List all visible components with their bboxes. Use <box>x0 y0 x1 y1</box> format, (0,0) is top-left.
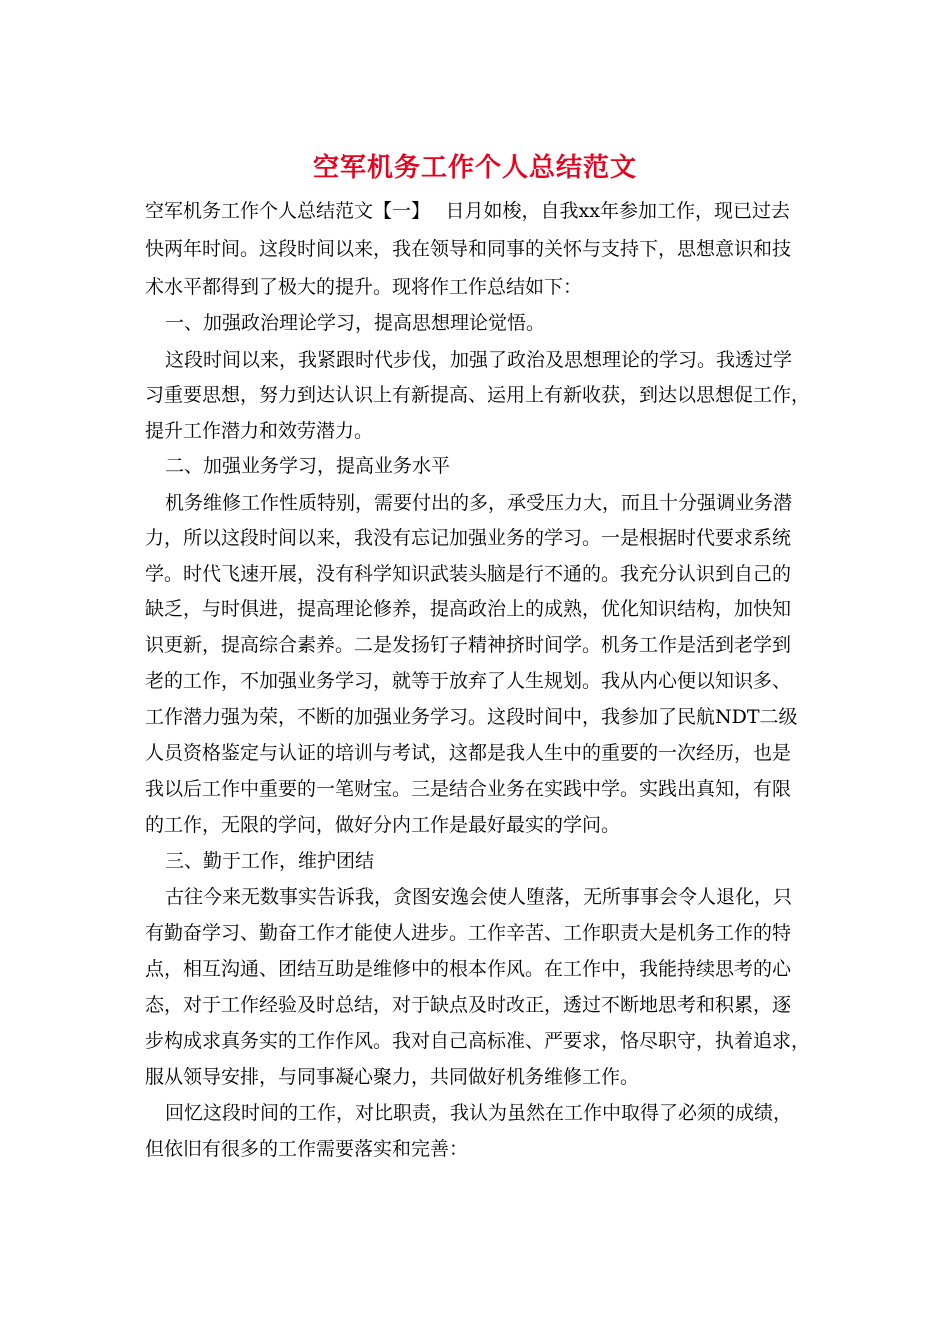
body-line: 学。时代飞速开展，没有科学知识武装头脑是行不通的。我充分认识到自己的 <box>145 563 792 585</box>
body-line: 回忆这段时间的工作，对比职责，我认为虽然在工作中取得了必须的成绩， <box>165 1102 793 1124</box>
body-line: 我以后工作中重要的一笔财宝。三是结合业务在实践中学。实践出真知，有限 <box>145 778 792 800</box>
body-line: 有勤奋学习、勤奋工作才能使人进步。工作辛苦、工作职责大是机务工作的特 <box>145 922 792 944</box>
body-line: 但依旧有很多的工作需要落实和完善： <box>145 1138 469 1160</box>
body-line: 术水平都得到了极大的提升。现将作工作总结如下： <box>145 276 583 298</box>
section-heading: 一、加强政治理论学习，提高思想理论觉悟。 <box>165 312 546 334</box>
body-line: 点，相互沟通、团结互助是维修中的根本作风。在工作中，我能持续思考的心 <box>145 958 792 980</box>
section-heading: 三、勤于工作，维护团结 <box>165 850 375 872</box>
body-line: 习重要思想，努力到达认识上有新提高、运用上有新收获，到达以思想促工作， <box>145 384 811 406</box>
body-line: 的工作，无限的学问，做好分内工作是最好最实的学问。 <box>145 814 621 836</box>
body-line: 识更新，提高综合素养。二是发扬钉子精神挤时间学。机务工作是活到老学到 <box>145 634 792 656</box>
body-line: 老的工作，不加强业务学习，就等于放弃了人生规划。我从内心便以知识多、 <box>145 670 792 692</box>
body-line: 快两年时间。这段时间以来，我在领导和同事的关怀与支持下，思想意识和技 <box>145 238 792 260</box>
body-line: 这段时间以来，我紧跟时代步伐，加强了政治及思想理论的学习。我透过学 <box>165 349 793 371</box>
section-heading: 二、加强业务学习，提高业务水平 <box>165 455 451 477</box>
body-line: 工作潜力强为荣，不断的加强业务学习。这段时间中，我参加了民航NDT二级 <box>145 706 798 728</box>
body-line: 服从领导安排，与同事凝心聚力，共同做好机务维修工作。 <box>145 1066 640 1088</box>
body-line: 古往今来无数事实告诉我，贪图安逸会使人堕落，无所事事会令人退化，只 <box>165 886 793 908</box>
body-line: 人员资格鉴定与认证的培训与考试，这都是我人生中的重要的一次经历，也是 <box>145 742 792 764</box>
body-line: 力，所以这段时间以来，我没有忘记加强业务的学习。一是根据时代要求系统 <box>145 527 792 549</box>
body-line: 提升工作潜力和效劳潜力。 <box>145 420 374 442</box>
page-title: 空军机务工作个人总结范文 <box>312 153 637 183</box>
body-line: 机务维修工作性质特别，需要付出的多，承受压力大，而且十分强调业务潜 <box>165 492 793 514</box>
body-line: 空军机务工作个人总结范文【一】 日月如梭，自我xx年参加工作，现已过去 <box>145 200 790 222</box>
body-line: 缺乏，与时俱进，提高理论修养，提高政治上的成熟，优化知识结构，加快知 <box>145 598 792 620</box>
body-line: 态，对于工作经验及时总结，对于缺点及时改正，透过不断地思考和积累，逐 <box>145 994 792 1016</box>
body-line: 步构成求真务实的工作作风。我对自己高标准、严要求，恪尽职守，执着追求， <box>145 1030 811 1052</box>
